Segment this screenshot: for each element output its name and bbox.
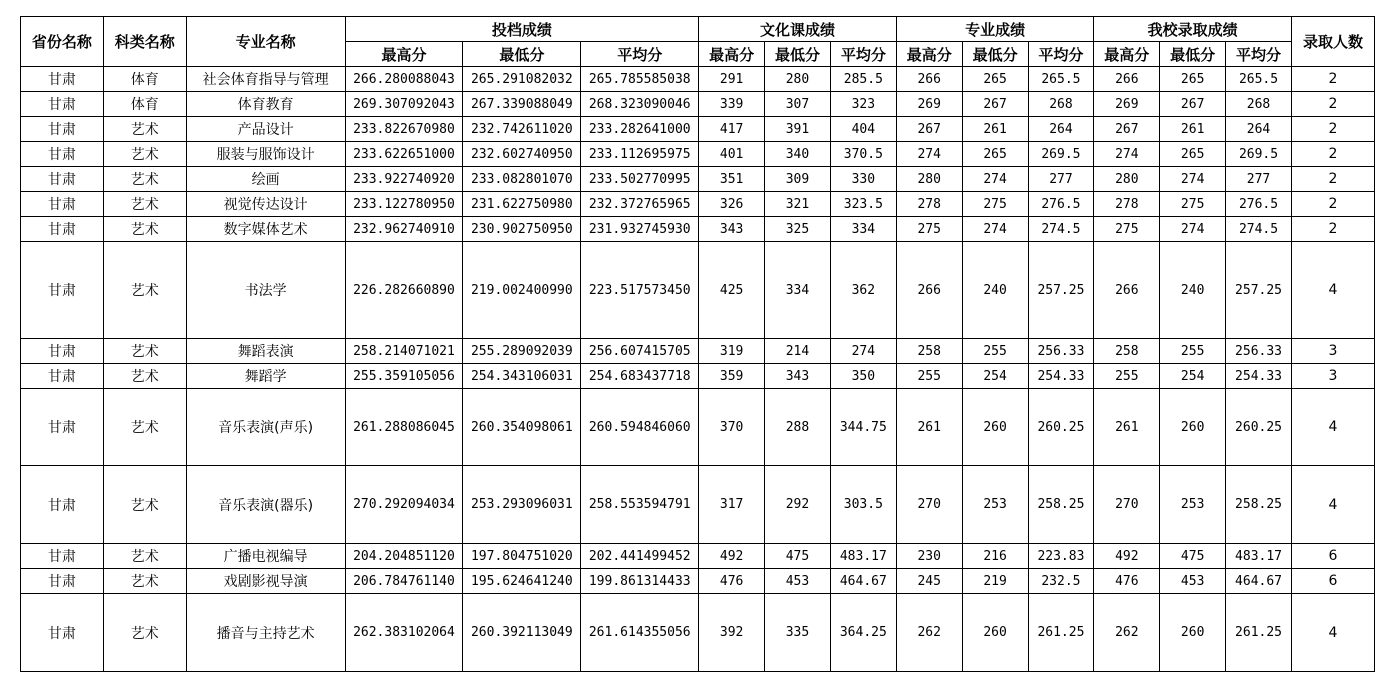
table-cell: 255.289092039 — [463, 339, 581, 364]
table-cell: 334 — [765, 242, 831, 339]
table-cell: 甘肃 — [21, 544, 104, 569]
table-cell: 219 — [962, 569, 1028, 594]
table-cell: 233.082801070 — [463, 167, 581, 192]
table-cell: 体育 — [103, 92, 186, 117]
header-group-professional: 专业成绩 — [896, 17, 1094, 42]
table-row — [21, 544, 1375, 569]
table-cell: 258.553594791 — [581, 466, 699, 544]
table-cell: 3 — [1291, 364, 1374, 389]
table-row — [21, 364, 1375, 389]
table-cell: 277 — [1028, 167, 1094, 192]
table-cell: 甘肃 — [21, 167, 104, 192]
table-cell: 4 — [1291, 242, 1374, 339]
table-cell: 476 — [1094, 569, 1160, 594]
table-cell: 甘肃 — [21, 67, 104, 92]
table-cell: 6 — [1291, 544, 1374, 569]
table-cell: 254.33 — [1028, 364, 1094, 389]
table-cell: 232.742611020 — [463, 117, 581, 142]
table-cell: 3 — [1291, 339, 1374, 364]
table-cell: 260.25 — [1226, 389, 1292, 466]
table-cell: 2 — [1291, 67, 1374, 92]
table-cell: 艺术 — [103, 364, 186, 389]
table-cell: 2 — [1291, 142, 1374, 167]
table-cell: 253 — [1160, 466, 1226, 544]
table-row — [21, 466, 1375, 544]
table-cell: 256.33 — [1028, 339, 1094, 364]
table-cell: 464.67 — [830, 569, 896, 594]
table-cell: 服装与服饰设计 — [186, 142, 345, 167]
table-cell: 267 — [1160, 92, 1226, 117]
table-cell: 艺术 — [103, 389, 186, 466]
table-cell: 232.602740950 — [463, 142, 581, 167]
subheader-cell: 最低分 — [962, 42, 1028, 67]
table-cell: 232.372765965 — [581, 192, 699, 217]
table-cell: 492 — [699, 544, 765, 569]
table-cell: 2 — [1291, 92, 1374, 117]
table-cell: 262 — [1094, 594, 1160, 672]
table-cell: 265.785585038 — [581, 67, 699, 92]
table-cell: 266 — [1094, 67, 1160, 92]
table-cell: 278 — [1094, 192, 1160, 217]
table-cell: 335 — [765, 594, 831, 672]
table-cell: 4 — [1291, 594, 1374, 672]
table-cell: 261 — [962, 117, 1028, 142]
table-row — [21, 192, 1375, 217]
table-cell: 266.280088043 — [345, 67, 463, 92]
table-cell: 舞蹈学 — [186, 364, 345, 389]
table-cell: 325 — [765, 217, 831, 242]
table-cell: 232.962740910 — [345, 217, 463, 242]
table-row — [21, 389, 1375, 466]
table-cell: 甘肃 — [21, 192, 104, 217]
table-cell: 492 — [1094, 544, 1160, 569]
table-cell: 产品设计 — [186, 117, 345, 142]
subheader-cell: 平均分 — [830, 42, 896, 67]
table-cell: 艺术 — [103, 242, 186, 339]
table-cell: 视觉传达设计 — [186, 192, 345, 217]
table-cell: 339 — [699, 92, 765, 117]
table-cell: 255 — [962, 339, 1028, 364]
table-cell: 240 — [1160, 242, 1226, 339]
table-cell: 323 — [830, 92, 896, 117]
table-cell: 364.25 — [830, 594, 896, 672]
table-cell: 285.5 — [830, 67, 896, 92]
table-cell: 233.922740920 — [345, 167, 463, 192]
table-cell: 2 — [1291, 192, 1374, 217]
table-cell: 艺术 — [103, 466, 186, 544]
table-cell: 269 — [1094, 92, 1160, 117]
table-cell: 475 — [1160, 544, 1226, 569]
table-cell: 269 — [896, 92, 962, 117]
subheader-cell: 平均分 — [581, 42, 699, 67]
table-cell: 260.392113049 — [463, 594, 581, 672]
table-cell: 甘肃 — [21, 466, 104, 544]
table-cell: 204.204851120 — [345, 544, 463, 569]
table-cell: 数字媒体艺术 — [186, 217, 345, 242]
table-cell: 401 — [699, 142, 765, 167]
subheader-cell: 平均分 — [1226, 42, 1292, 67]
table-cell: 265.5 — [1226, 67, 1292, 92]
table-cell: 307 — [765, 92, 831, 117]
table-cell: 233.502770995 — [581, 167, 699, 192]
table-cell: 231.932745930 — [581, 217, 699, 242]
table-cell: 334 — [830, 217, 896, 242]
table-cell: 255 — [896, 364, 962, 389]
table-cell: 266 — [1094, 242, 1160, 339]
table-cell: 267 — [962, 92, 1028, 117]
table-cell: 4 — [1291, 389, 1374, 466]
table-cell: 265 — [962, 142, 1028, 167]
table-cell: 199.861314433 — [581, 569, 699, 594]
table-cell: 240 — [962, 242, 1028, 339]
table-cell: 214 — [765, 339, 831, 364]
table-cell: 233.112695975 — [581, 142, 699, 167]
header-category: 科类名称 — [103, 17, 186, 67]
table-cell: 265.5 — [1028, 67, 1094, 92]
table-cell: 276.5 — [1226, 192, 1292, 217]
table-cell: 267 — [896, 117, 962, 142]
table-cell: 甘肃 — [21, 217, 104, 242]
subheader-cell: 最高分 — [1094, 42, 1160, 67]
table-cell: 233.122780950 — [345, 192, 463, 217]
table-cell: 197.804751020 — [463, 544, 581, 569]
table-row — [21, 217, 1375, 242]
table-cell: 219.002400990 — [463, 242, 581, 339]
table-cell: 260.594846060 — [581, 389, 699, 466]
table-cell: 254.683437718 — [581, 364, 699, 389]
table-cell: 323.5 — [830, 192, 896, 217]
header-group-filing: 投档成绩 — [345, 17, 699, 42]
subheader-cell: 最低分 — [463, 42, 581, 67]
table-cell: 275 — [962, 192, 1028, 217]
table-cell: 274 — [1160, 167, 1226, 192]
table-cell: 254.33 — [1226, 364, 1292, 389]
table-row — [21, 242, 1375, 339]
table-cell: 甘肃 — [21, 142, 104, 167]
table-cell: 274.5 — [1028, 217, 1094, 242]
table-cell: 230.902750950 — [463, 217, 581, 242]
table-cell: 254.343106031 — [463, 364, 581, 389]
table-cell: 甘肃 — [21, 117, 104, 142]
table-cell: 274 — [1160, 217, 1226, 242]
table-cell: 274 — [962, 217, 1028, 242]
table-cell: 319 — [699, 339, 765, 364]
subheader-cell: 最高分 — [896, 42, 962, 67]
table-row — [21, 569, 1375, 594]
table-cell: 330 — [830, 167, 896, 192]
table-cell: 276.5 — [1028, 192, 1094, 217]
table-cell: 艺术 — [103, 594, 186, 672]
table-cell: 260 — [962, 389, 1028, 466]
table-cell: 舞蹈表演 — [186, 339, 345, 364]
table-cell: 223.517573450 — [581, 242, 699, 339]
table-row — [21, 142, 1375, 167]
table-cell: 258 — [896, 339, 962, 364]
table-cell: 戏剧影视导演 — [186, 569, 345, 594]
table-cell: 253 — [962, 466, 1028, 544]
table-cell: 264 — [1226, 117, 1292, 142]
table-cell: 2 — [1291, 217, 1374, 242]
table-cell: 261 — [896, 389, 962, 466]
table-cell: 233.622651000 — [345, 142, 463, 167]
table-cell: 274 — [1094, 142, 1160, 167]
table-cell: 甘肃 — [21, 569, 104, 594]
table-cell: 202.441499452 — [581, 544, 699, 569]
table-cell: 275 — [1160, 192, 1226, 217]
table-cell: 音乐表演(器乐) — [186, 466, 345, 544]
table-cell: 255 — [1160, 339, 1226, 364]
table-cell: 309 — [765, 167, 831, 192]
table-cell: 233.282641000 — [581, 117, 699, 142]
table-cell: 4 — [1291, 466, 1374, 544]
table-cell: 269.307092043 — [345, 92, 463, 117]
table-cell: 321 — [765, 192, 831, 217]
table-row — [21, 117, 1375, 142]
table-cell: 350 — [830, 364, 896, 389]
table-cell: 甘肃 — [21, 242, 104, 339]
table-cell: 233.822670980 — [345, 117, 463, 142]
table-cell: 艺术 — [103, 142, 186, 167]
table-cell: 265 — [962, 67, 1028, 92]
table-cell: 206.784761140 — [345, 569, 463, 594]
table-cell: 274 — [830, 339, 896, 364]
table-cell: 344.75 — [830, 389, 896, 466]
table-cell: 257.25 — [1028, 242, 1094, 339]
table-cell: 230 — [896, 544, 962, 569]
table-cell: 226.282660890 — [345, 242, 463, 339]
table-row — [21, 67, 1375, 92]
table-cell: 303.5 — [830, 466, 896, 544]
table-row — [21, 339, 1375, 364]
table-cell: 255.359105056 — [345, 364, 463, 389]
table-cell: 270 — [896, 466, 962, 544]
table-cell: 274.5 — [1226, 217, 1292, 242]
table-cell: 267 — [1094, 117, 1160, 142]
table-cell: 258.25 — [1226, 466, 1292, 544]
header-group-school: 我校录取成绩 — [1094, 17, 1292, 42]
subheader-cell: 最低分 — [1160, 42, 1226, 67]
table-cell: 317 — [699, 466, 765, 544]
table-cell: 453 — [765, 569, 831, 594]
table-cell: 261.25 — [1226, 594, 1292, 672]
table-cell: 280 — [896, 167, 962, 192]
table-cell: 216 — [962, 544, 1028, 569]
table-cell: 广播电视编导 — [186, 544, 345, 569]
subheader-cell: 平均分 — [1028, 42, 1094, 67]
table-cell: 260 — [1160, 594, 1226, 672]
table-cell: 291 — [699, 67, 765, 92]
table-cell: 254 — [962, 364, 1028, 389]
subheader-cell: 最高分 — [699, 42, 765, 67]
table-cell: 261.614355056 — [581, 594, 699, 672]
table-cell: 404 — [830, 117, 896, 142]
table-cell: 261 — [1094, 389, 1160, 466]
table-row — [21, 594, 1375, 672]
table-cell: 417 — [699, 117, 765, 142]
table-cell: 274 — [962, 167, 1028, 192]
table-cell: 艺术 — [103, 117, 186, 142]
table-cell: 261.288086045 — [345, 389, 463, 466]
table-cell: 6 — [1291, 569, 1374, 594]
table-cell: 甘肃 — [21, 339, 104, 364]
table-cell: 280 — [1094, 167, 1160, 192]
table-cell: 音乐表演(声乐) — [186, 389, 345, 466]
table-cell: 261 — [1160, 117, 1226, 142]
table-cell: 艺术 — [103, 217, 186, 242]
table-cell: 292 — [765, 466, 831, 544]
table-cell: 370 — [699, 389, 765, 466]
table-cell: 343 — [765, 364, 831, 389]
table-row — [21, 92, 1375, 117]
table-cell: 275 — [896, 217, 962, 242]
table-cell: 245 — [896, 569, 962, 594]
table-cell: 280 — [765, 67, 831, 92]
table-cell: 268 — [1028, 92, 1094, 117]
table-cell: 体育 — [103, 67, 186, 92]
table-cell: 265.291082032 — [463, 67, 581, 92]
table-cell: 258.25 — [1028, 466, 1094, 544]
table-cell: 艺术 — [103, 339, 186, 364]
table-cell: 483.17 — [830, 544, 896, 569]
table-cell: 255 — [1094, 364, 1160, 389]
header-province: 省份名称 — [21, 17, 104, 67]
table-cell: 256.607415705 — [581, 339, 699, 364]
table-cell: 475 — [765, 544, 831, 569]
table-cell: 277 — [1226, 167, 1292, 192]
table-cell: 2 — [1291, 167, 1374, 192]
table-cell: 267.339088049 — [463, 92, 581, 117]
table-cell: 270 — [1094, 466, 1160, 544]
table-cell: 甘肃 — [21, 364, 104, 389]
header-admitted: 录取人数 — [1291, 17, 1374, 67]
table-cell: 体育教育 — [186, 92, 345, 117]
table-cell: 268.323090046 — [581, 92, 699, 117]
subheader-cell: 最高分 — [345, 42, 463, 67]
table-cell: 265 — [1160, 142, 1226, 167]
table-cell: 257.25 — [1226, 242, 1292, 339]
table-cell: 254 — [1160, 364, 1226, 389]
table-cell: 268 — [1226, 92, 1292, 117]
table-cell: 231.622750980 — [463, 192, 581, 217]
table-cell: 232.5 — [1028, 569, 1094, 594]
table-cell: 392 — [699, 594, 765, 672]
table-cell: 260 — [1160, 389, 1226, 466]
table-cell: 362 — [830, 242, 896, 339]
table-cell: 绘画 — [186, 167, 345, 192]
table-cell: 253.293096031 — [463, 466, 581, 544]
table-cell: 261.25 — [1028, 594, 1094, 672]
table-cell: 270.292094034 — [345, 466, 463, 544]
table-cell: 278 — [896, 192, 962, 217]
table-cell: 艺术 — [103, 167, 186, 192]
table-cell: 艺术 — [103, 569, 186, 594]
table-cell: 425 — [699, 242, 765, 339]
table-cell: 258 — [1094, 339, 1160, 364]
subheader-cell: 最低分 — [765, 42, 831, 67]
table-cell: 476 — [699, 569, 765, 594]
table-cell: 甘肃 — [21, 389, 104, 466]
table-cell: 370.5 — [830, 142, 896, 167]
table-cell: 288 — [765, 389, 831, 466]
table-row — [21, 167, 1375, 192]
table-cell: 351 — [699, 167, 765, 192]
table-cell: 265 — [1160, 67, 1226, 92]
table-cell: 256.33 — [1226, 339, 1292, 364]
table-cell: 社会体育指导与管理 — [186, 67, 345, 92]
table-cell: 266 — [896, 242, 962, 339]
table-cell: 播音与主持艺术 — [186, 594, 345, 672]
table-cell: 269.5 — [1028, 142, 1094, 167]
table-cell: 464.67 — [1226, 569, 1292, 594]
table-cell: 260.25 — [1028, 389, 1094, 466]
table-cell: 195.624641240 — [463, 569, 581, 594]
table-cell: 262 — [896, 594, 962, 672]
table-cell: 2 — [1291, 117, 1374, 142]
header-group-culture: 文化课成绩 — [699, 17, 897, 42]
table-cell: 书法学 — [186, 242, 345, 339]
table-cell: 326 — [699, 192, 765, 217]
table-cell: 483.17 — [1226, 544, 1292, 569]
table-cell: 274 — [896, 142, 962, 167]
table-cell: 甘肃 — [21, 92, 104, 117]
table-cell: 275 — [1094, 217, 1160, 242]
table-cell: 269.5 — [1226, 142, 1292, 167]
header-major: 专业名称 — [186, 17, 345, 67]
table-cell: 艺术 — [103, 192, 186, 217]
table-cell: 343 — [699, 217, 765, 242]
table-cell: 340 — [765, 142, 831, 167]
table-cell: 艺术 — [103, 544, 186, 569]
table-cell: 223.83 — [1028, 544, 1094, 569]
table-cell: 453 — [1160, 569, 1226, 594]
admission-score-table — [20, 16, 1375, 672]
table-cell: 391 — [765, 117, 831, 142]
table-cell: 262.383102064 — [345, 594, 463, 672]
table-cell: 264 — [1028, 117, 1094, 142]
table-cell: 258.214071021 — [345, 339, 463, 364]
table-cell: 266 — [896, 67, 962, 92]
table-cell: 260.354098061 — [463, 389, 581, 466]
table-cell: 359 — [699, 364, 765, 389]
table-cell: 甘肃 — [21, 594, 104, 672]
table-cell: 260 — [962, 594, 1028, 672]
